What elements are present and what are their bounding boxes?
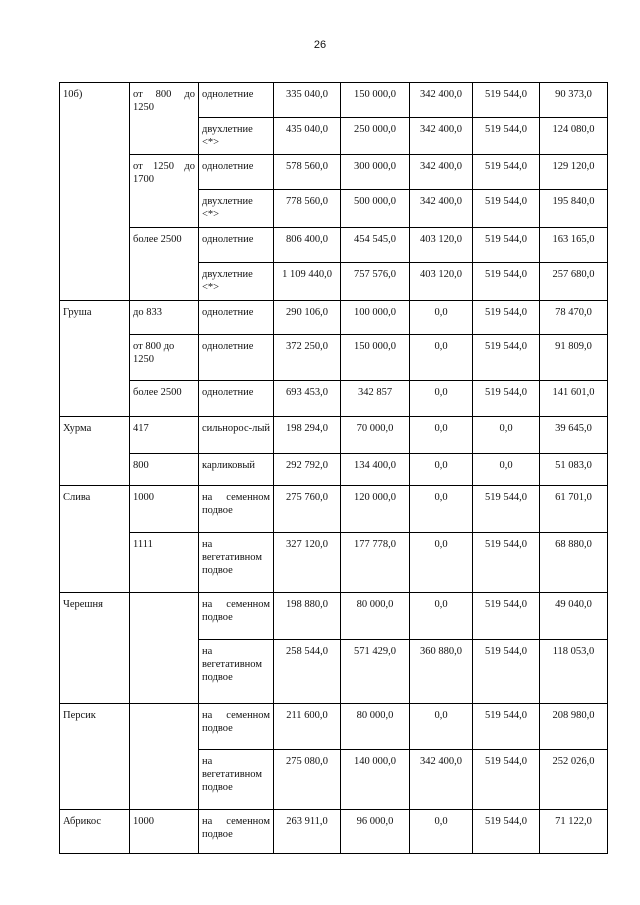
table-cell: 252 026,0 [540,750,608,810]
table-cell: 1000 [130,810,199,854]
table-cell: 1000 [130,486,199,533]
table-cell: 163 165,0 [540,228,608,263]
table-cell: 519 544,0 [473,301,540,335]
table-cell: 519 544,0 [473,704,540,750]
table-cell: более 2500 [130,381,199,417]
table-cell: 0,0 [410,335,473,381]
table-cell: 335 040,0 [274,83,341,118]
table-cell: 571 429,0 [341,640,410,704]
table-cell: 435 040,0 [274,118,341,155]
table-cell: 417 [130,417,199,454]
table-cell: 300 000,0 [341,155,410,190]
table-cell: 78 470,0 [540,301,608,335]
table-cell: 177 778,0 [341,533,410,593]
table-cell: от 800 до 1250 [130,335,199,381]
table-cell: 519 544,0 [473,486,540,533]
table-cell [130,593,199,704]
table-cell: 519 544,0 [473,228,540,263]
table-cell: 80 000,0 [341,704,410,750]
table-cell: 100 000,0 [341,301,410,335]
table-cell: 806 400,0 [274,228,341,263]
table-cell: 275 080,0 [274,750,341,810]
table-cell: 519 544,0 [473,263,540,301]
table-cell: сильнорос-лый [199,417,274,454]
table-cell: 342 400,0 [410,118,473,155]
table-cell: 0,0 [410,533,473,593]
table-cell: 263 911,0 [274,810,341,854]
subsidy-rates-table [59,82,608,854]
table-cell: 124 080,0 [540,118,608,155]
table-cell: 51 083,0 [540,454,608,486]
table-cell: 211 600,0 [274,704,341,750]
table-cell: однолетние [199,83,274,118]
table-cell: 342 400,0 [410,155,473,190]
table-row [60,155,608,190]
table-cell: на семенном подвое [199,593,274,640]
table-cell: на вегетативном подвое [199,750,274,810]
table-cell: 327 120,0 [274,533,341,593]
table-cell: 757 576,0 [341,263,410,301]
table-cell: 0,0 [410,454,473,486]
table-cell: 71 122,0 [540,810,608,854]
table-body [60,83,608,854]
table-cell: 0,0 [410,301,473,335]
table-row [60,810,608,854]
table-row [60,486,608,533]
table-row [60,83,608,118]
table-cell: двухлетние <*> [199,118,274,155]
table-cell: на вегетативном подвое [199,640,274,704]
table-cell: 519 544,0 [473,83,540,118]
table-cell: 91 809,0 [540,335,608,381]
table-cell: на семенном подвое [199,704,274,750]
table-cell: 39 645,0 [540,417,608,454]
table-row [60,381,608,417]
table-cell: 140 000,0 [341,750,410,810]
table-cell: 578 560,0 [274,155,341,190]
table-row [60,533,608,593]
table-cell: 360 880,0 [410,640,473,704]
table-cell: 96 000,0 [341,810,410,854]
table-cell: Слива [60,486,130,593]
table-cell: 403 120,0 [410,263,473,301]
table-cell: 0,0 [410,810,473,854]
table-cell: 519 544,0 [473,533,540,593]
page-number: 26 [313,39,327,51]
table-cell: 500 000,0 [341,190,410,228]
table-cell: 800 [130,454,199,486]
table-cell: 342 400,0 [410,190,473,228]
table-row [60,301,608,335]
table-cell: 208 980,0 [540,704,608,750]
table-cell: 519 544,0 [473,118,540,155]
table-cell: 10б) [60,83,130,301]
table-cell: 195 840,0 [540,190,608,228]
table-cell: 90 373,0 [540,83,608,118]
table-cell: карликовый [199,454,274,486]
table-cell: 68 880,0 [540,533,608,593]
table-cell: 61 701,0 [540,486,608,533]
table-cell: Хурма [60,417,130,486]
table-cell: до 833 [130,301,199,335]
table-cell: 342 857 [341,381,410,417]
table-cell: 519 544,0 [473,190,540,228]
table-cell: 141 601,0 [540,381,608,417]
table-cell: 150 000,0 [341,335,410,381]
table-cell: 198 880,0 [274,593,341,640]
table-cell: 0,0 [410,486,473,533]
table-cell: 519 544,0 [473,381,540,417]
table-cell: 0,0 [410,704,473,750]
table-cell: 80 000,0 [341,593,410,640]
table-cell: 454 545,0 [341,228,410,263]
table-cell: от 800 до 1250 [130,83,199,155]
table-cell: Персик [60,704,130,810]
table-cell: 118 053,0 [540,640,608,704]
table-cell: 290 106,0 [274,301,341,335]
table-cell: однолетние [199,381,274,417]
table-row [60,704,608,750]
table-cell: 129 120,0 [540,155,608,190]
table-cell: 0,0 [410,381,473,417]
table-cell: 519 544,0 [473,810,540,854]
table-cell: на семенном подвое [199,486,274,533]
table-cell: 519 544,0 [473,335,540,381]
table-cell: 1 109 440,0 [274,263,341,301]
table-cell: 120 000,0 [341,486,410,533]
table-cell: 198 294,0 [274,417,341,454]
table-row [60,417,608,454]
table-cell: 519 544,0 [473,640,540,704]
table-cell: 275 760,0 [274,486,341,533]
table-row [60,593,608,640]
table-cell: на вегетативном подвое [199,533,274,593]
table-cell: 519 544,0 [473,593,540,640]
table-cell: 342 400,0 [410,83,473,118]
table-cell: 258 544,0 [274,640,341,704]
table-cell: 372 250,0 [274,335,341,381]
table-cell: 1111 [130,533,199,593]
table-cell: 0,0 [473,454,540,486]
table-cell: Абрикос [60,810,130,854]
table-cell: однолетние [199,228,274,263]
table-cell: 0,0 [410,593,473,640]
table-cell: 134 400,0 [341,454,410,486]
table-cell: однолетние [199,335,274,381]
table-cell: 250 000,0 [341,118,410,155]
table-cell: однолетние [199,155,274,190]
table-cell: двухлетние <*> [199,190,274,228]
table-cell: 693 453,0 [274,381,341,417]
table-cell: однолетние [199,301,274,335]
table-cell: Черешня [60,593,130,704]
table-cell: двухлетние <*> [199,263,274,301]
table-cell: 403 120,0 [410,228,473,263]
table-cell: 519 544,0 [473,155,540,190]
table-cell: от 1250 до 1700 [130,155,199,228]
table-row [60,454,608,486]
table-cell: 70 000,0 [341,417,410,454]
table-cell: 292 792,0 [274,454,341,486]
table-cell: 342 400,0 [410,750,473,810]
table-cell: более 2500 [130,228,199,301]
table-row [60,335,608,381]
table-cell: 257 680,0 [540,263,608,301]
table-cell: на семенном подвое [199,810,274,854]
table-cell [130,704,199,810]
table-row [60,228,608,263]
table-cell: Груша [60,301,130,417]
table-cell: 49 040,0 [540,593,608,640]
table-cell: 0,0 [473,417,540,454]
table-cell: 150 000,0 [341,83,410,118]
table-cell: 0,0 [410,417,473,454]
table-cell: 519 544,0 [473,750,540,810]
table-cell: 778 560,0 [274,190,341,228]
